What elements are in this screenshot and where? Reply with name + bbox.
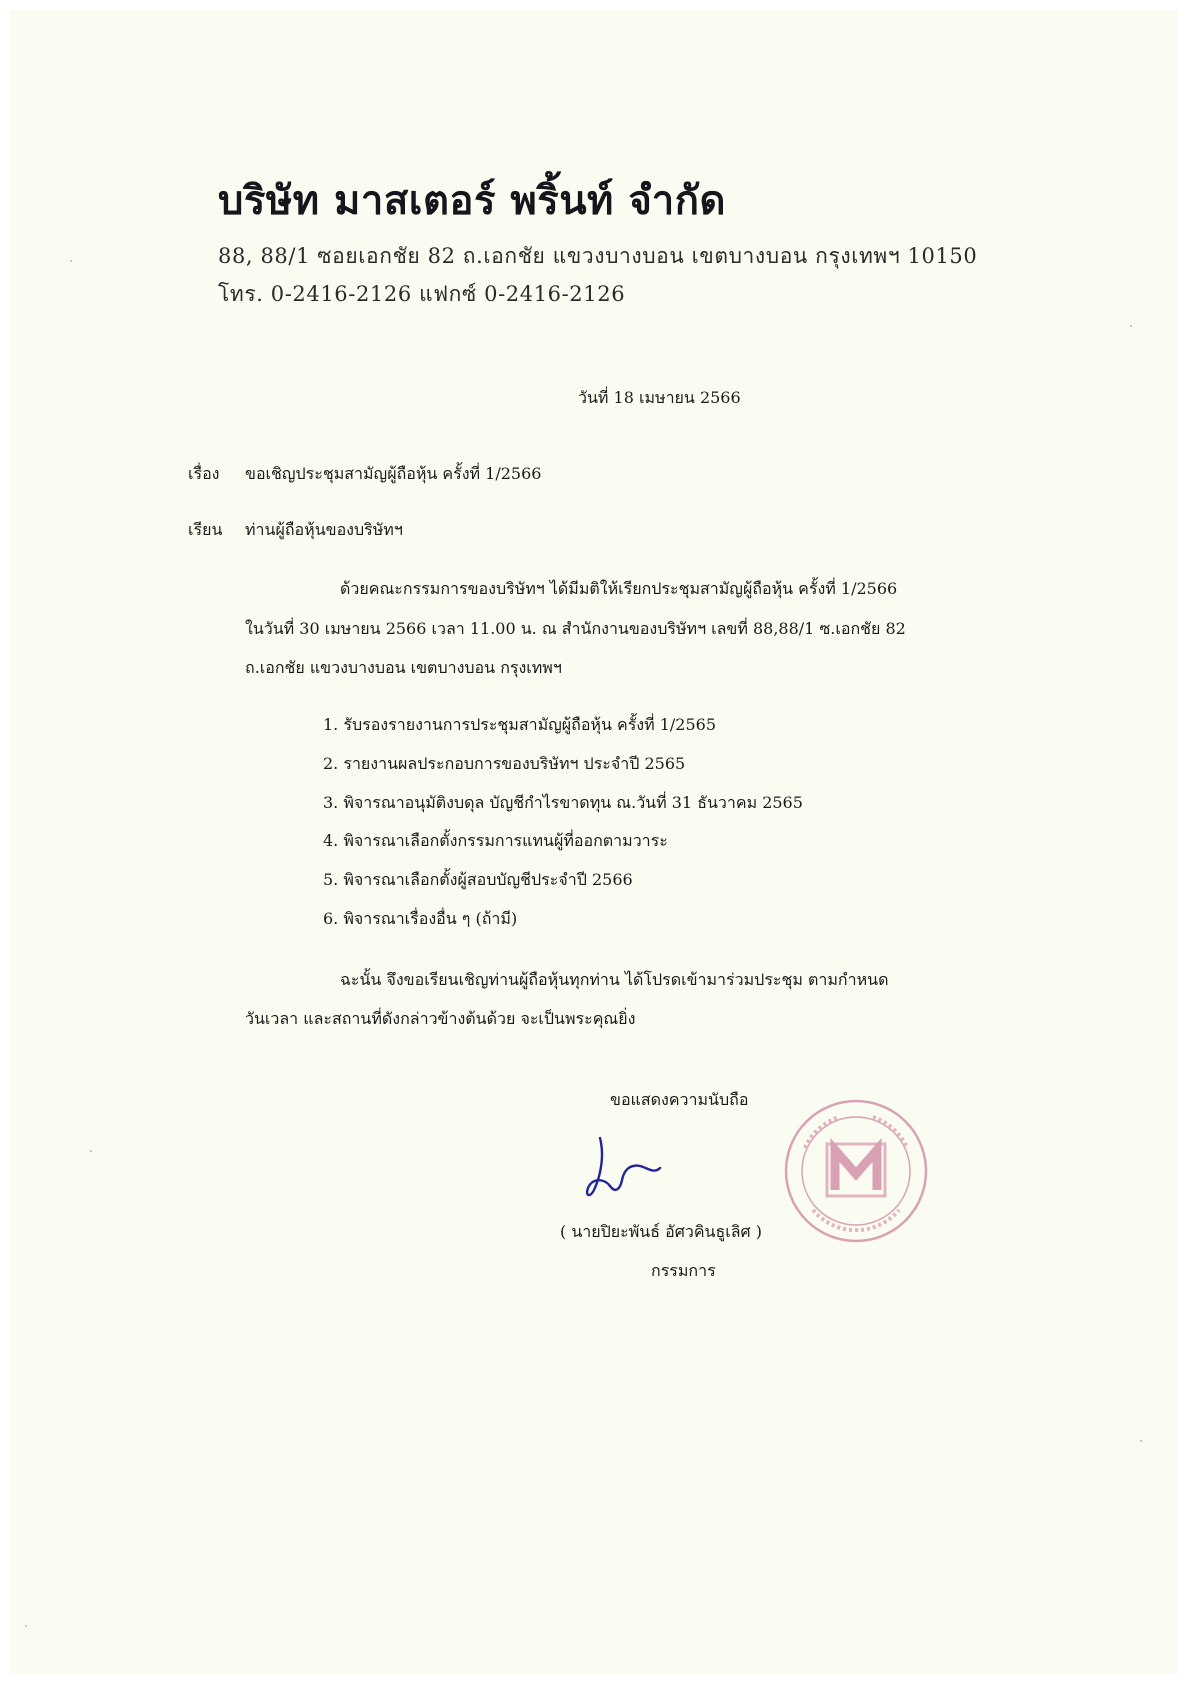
- agenda-item: 5. พิจารณาเลือกตั้งผู้สอบบัญชีประจำปี 2566: [323, 870, 633, 889]
- paragraph-1-line-1: ด้วยคณะกรรมการของบริษัทฯ ได้มีมติให้เรียกประชุมสามัญผู้ถือหุ้น ครั้งที่ 1/2566: [340, 579, 898, 598]
- company-seal-stamp: [783, 1098, 929, 1244]
- recipient-label: เรียน: [188, 520, 223, 539]
- signer-position: กรรมการ: [651, 1261, 716, 1280]
- recipient-text: ท่านผู้ถือหุ้นของบริษัทฯ: [245, 520, 403, 539]
- signer-name: ( นายปิยะพันธ์ อัศวคินธูเลิศ ): [560, 1222, 762, 1241]
- subject-text: ขอเชิญประชุมสามัญผู้ถือหุ้น ครั้งที่ 1/2566: [245, 464, 542, 483]
- agenda-item: 6. พิจารณาเรื่องอื่น ๆ (ถ้ามี): [323, 909, 518, 928]
- closing-phrase: ขอแสดงความนับถือ: [610, 1090, 749, 1109]
- agenda-item: 1. รับรองรายงานการประชุมสามัญผู้ถือหุ้น ครั้งที่ 1/2565: [323, 715, 717, 734]
- company-address: 88, 88/1 ซอยเอกชัย 82 ถ.เอกชัย แขวงบางบอน เขตบางบอน กรุงเทพฯ 10150: [218, 244, 978, 268]
- paragraph-1-line-2: ในวันที่ 30 เมษายน 2566 เวลา 11.00 น. ณ สำนักงานของบริษัทฯ เลขที่ 88,88/1 ซ.เอกชัย 82: [245, 619, 906, 638]
- letter-date: วันที่ 18 เมษายน 2566: [578, 388, 741, 407]
- agenda-item: 2. รายงานผลประกอบการของบริษัทฯ ประจำปี 2565: [323, 754, 686, 773]
- company-phone-fax: โทร. 0-2416-2126 แฟกซ์ 0-2416-2126: [218, 282, 626, 306]
- agenda-item: 3. พิจารณาอนุมัติงบดุล บัญชีกำไรขาดทุน ณ.วันที่ 31 ธันวาคม 2565: [323, 793, 803, 812]
- company-name: บริษัท มาสเตอร์ พริ้นท์ จำกัด: [218, 177, 726, 224]
- agenda-item: 4. พิจารณาเลือกตั้งกรรมการแทนผู้ที่ออกตามวาระ: [323, 831, 668, 850]
- paragraph-2-line-2: วันเวลา และสถานที่ดังกล่าวข้างต้นด้วย จะเป็นพระคุณยิ่ง: [245, 1009, 636, 1028]
- paragraph-2-line-1: ฉะนั้น จึงขอเรียนเชิญท่านผู้ถือหุ้นทุกท่าน ได้โปรดเข้ามาร่วมประชุม ตามกำหนด: [340, 970, 889, 989]
- paragraph-1-line-3: ถ.เอกชัย แขวงบางบอน เขตบางบอน กรุงเทพฯ: [245, 658, 562, 677]
- handwritten-signature: [582, 1128, 682, 1208]
- subject-label: เรื่อง: [188, 464, 220, 483]
